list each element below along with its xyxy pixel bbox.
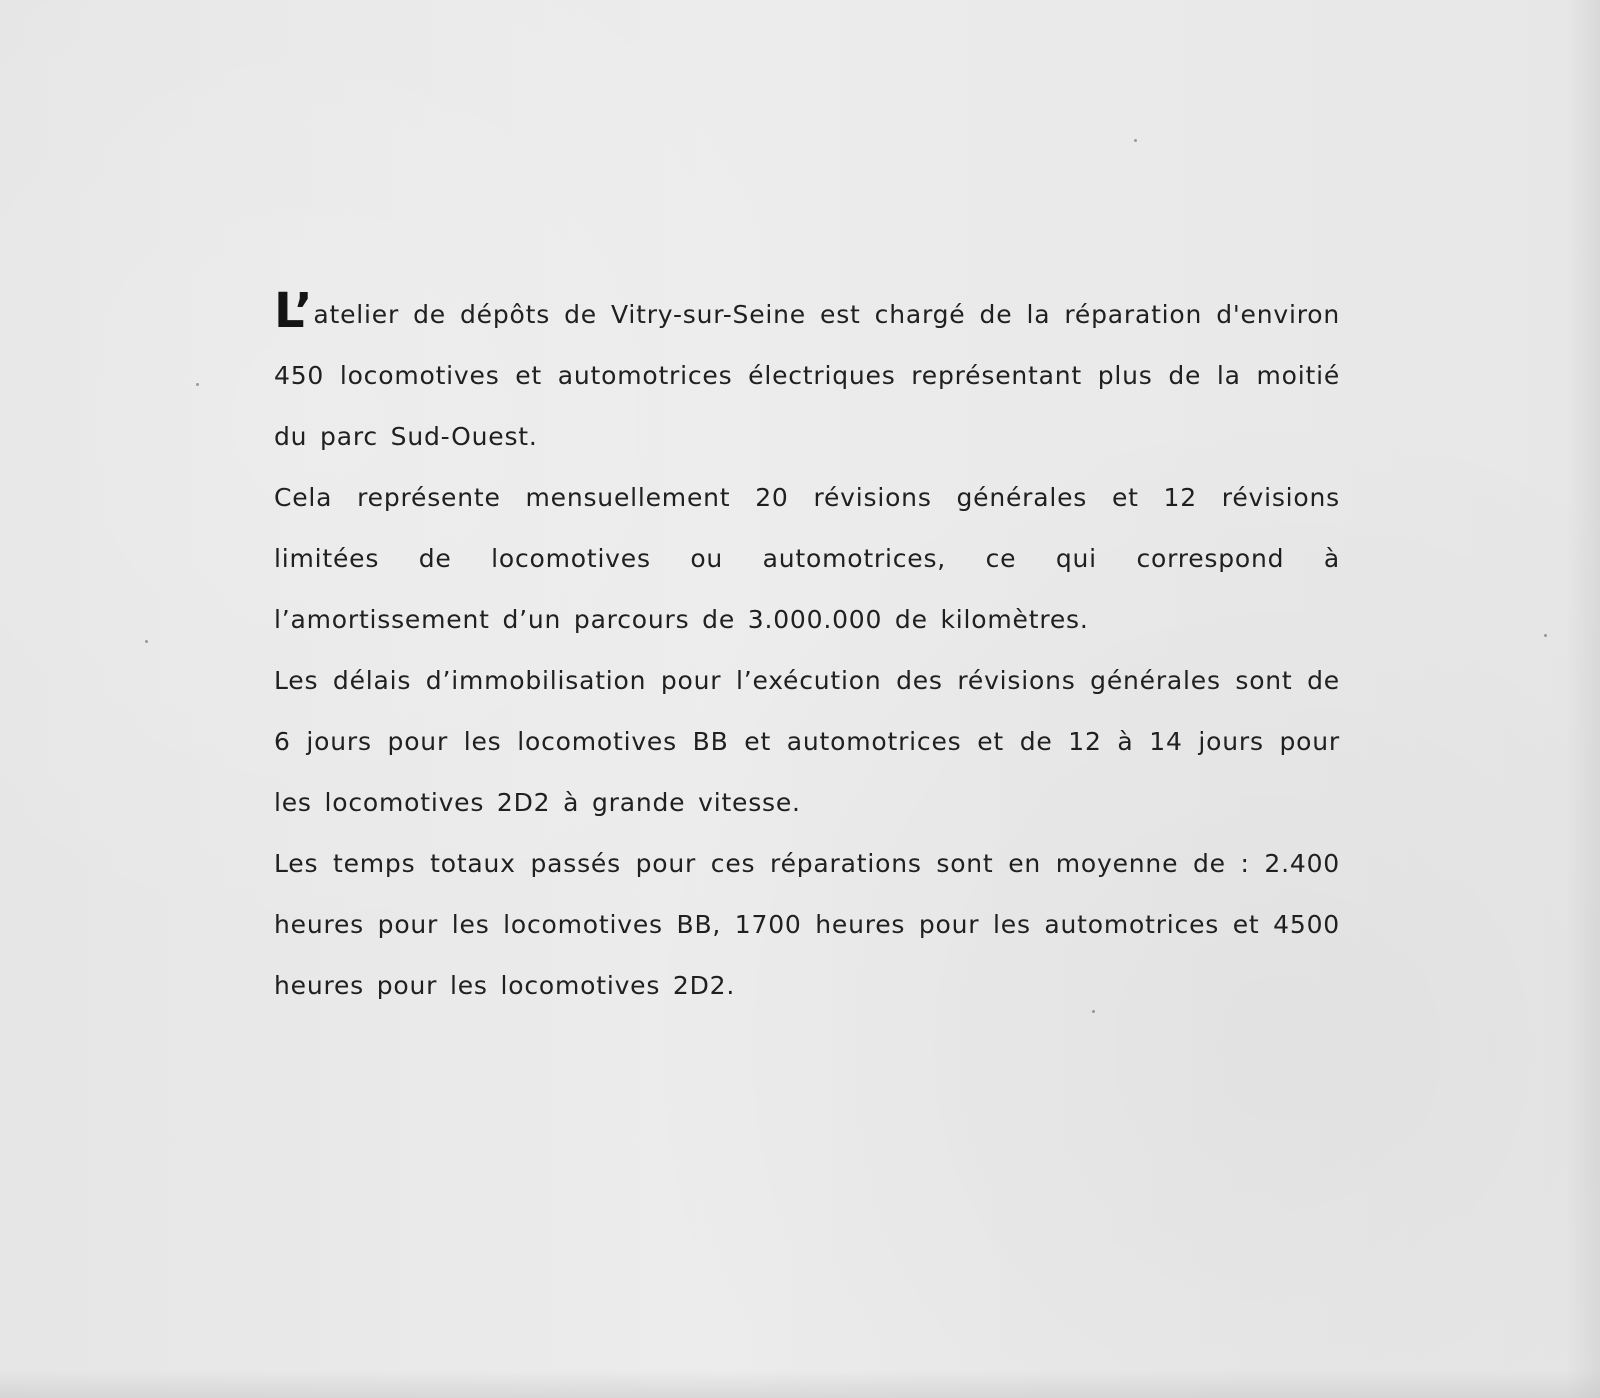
paragraph-1-text: atelier de dépôts de Vitry-sur-Seine est chargé de la réparation d'environ 450 locomotives et automotrices électriques représentant plus de la moitié du parc Sud-Ouest.	[274, 300, 1340, 451]
body-text	[274, 284, 1340, 1016]
scan-dust-dot	[145, 640, 148, 643]
page-edge-shadow-bottom	[0, 1370, 1600, 1398]
dropcap: L’	[274, 283, 314, 339]
paragraph-4: Les temps totaux passés pour ces réparations sont en moyenne de : 2.400 heures pour les locomotives BB, 1700 heures pour les automotrices et 4500 heures pour les locomotives 2D2.	[274, 849, 1340, 1000]
scan-dust-dot	[196, 383, 199, 386]
page-edge-shadow-right	[1566, 0, 1600, 1398]
scan-dust-dot	[1544, 634, 1547, 637]
paragraph-2: Cela représente mensuellement 20 révisions générales et 12 révisions limitées de locomotives ou automotrices, ce qui correspond à l’amortissement d’un parcours de 3.000.000 de kilomètres.	[274, 483, 1340, 634]
scan-dust-dot	[1134, 139, 1137, 142]
paragraph-1	[274, 284, 1340, 467]
paragraph-3: Les délais d’immobilisation pour l’exécution des révisions générales sont de 6 jours pour les locomotives BB et automotrices et de 12 à 14 jours pour les locomotives 2D2 à grande vitesse.	[274, 666, 1340, 817]
